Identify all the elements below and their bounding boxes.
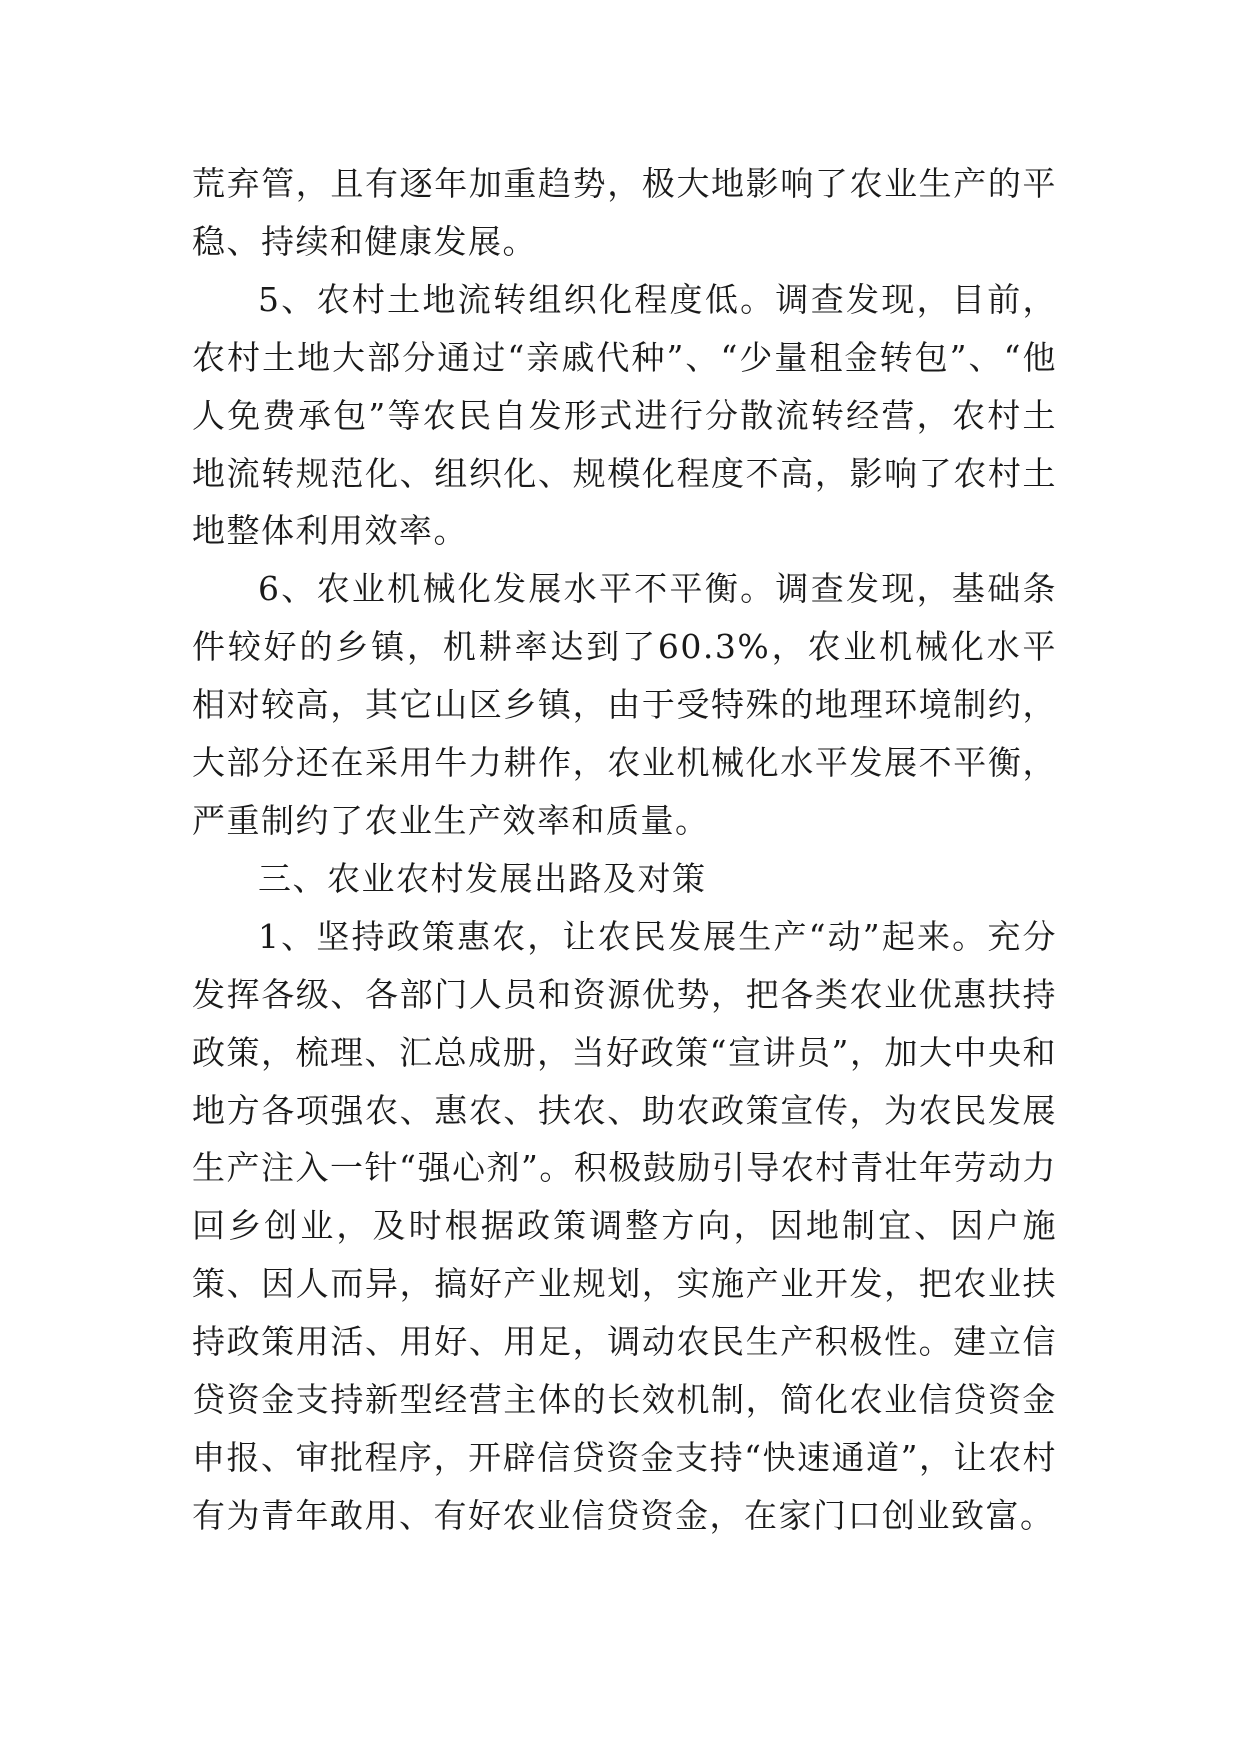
paragraph-item-5: 5、农村土地流转组织化程度低。调查发现，目前，农村土地大部分通过“亲戚代种”、“少量租金转包”、“他人免费承包”等农民自发形式进行分散流转经营，农村土地流转规范化、组织化、规模化程度不高，影响了农村土地整体利用效率。	[192, 279, 1057, 551]
section-heading-3: 三、农业农村发展出路及对策	[258, 858, 707, 898]
paragraph-continued: 荒弃管，且有逐年加重趋势，极大地影响了农业生产的平稳、持续和健康发展。	[192, 164, 1057, 261]
paragraph-item-6: 6、农业机械化发展水平不平衡。调查发现，基础条件较好的乡镇，机耕率达到了60.3%，农业机械化水平相对较高，其它山区乡镇，由于受特殊的地理环境制约，大部分还在采用牛力耕作，农业机械化水平发展不平衡，严重制约了农业生产效率和质量。	[192, 569, 1057, 840]
document-body	[192, 155, 1057, 1545]
paragraph-item-1: 1、坚持政策惠农，让农民发展生产“动”起来。充分发挥各级、各部门人员和资源优势，把各类农业优惠扶持政策，梳理、汇总成册，当好政策“宣讲员”，加大中央和地方各项强农、惠农、扶农、助农政策宣传，为农民发展生产注入一针“强心剂”。积极鼓励引导农村青壮年劳动力回乡创业，及时根据政策调整方向，因地制宜、因户施策、因人而异，搞好产业规划，实施产业开发，把农业扶持政策用活、用好、用足，调动农民生产积极性。建立信贷资金支持新型经营主体的长效机制，简化农业信贷资金申报、审批程序，开辟信贷资金支持“快速通道”，让农村有为青年敢用、有好农业信贷资金，在家门口创业致富。	[192, 916, 1057, 1535]
